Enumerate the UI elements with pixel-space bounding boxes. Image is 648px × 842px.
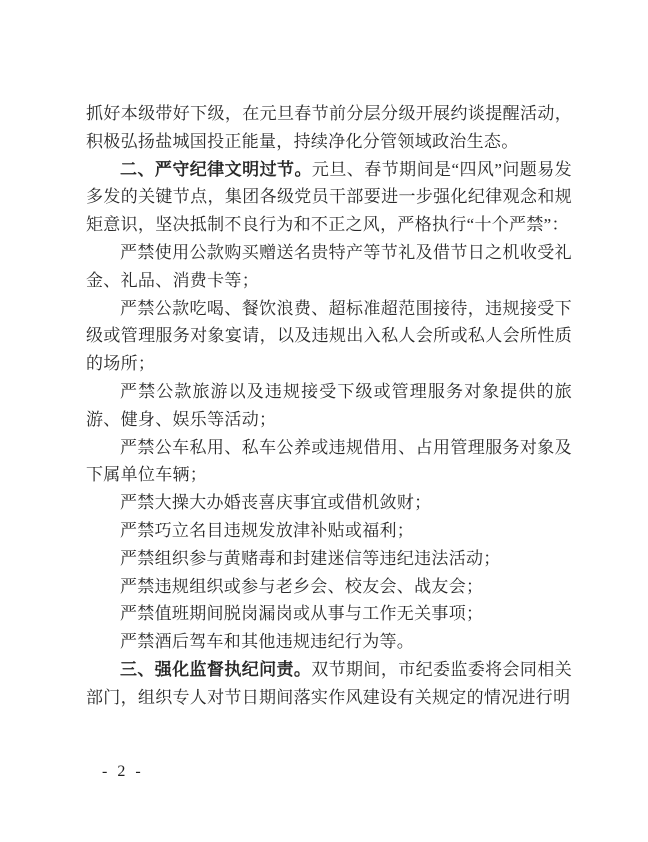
body-paragraph	[86, 295, 572, 378]
document-body	[86, 100, 572, 712]
body-paragraph	[86, 600, 572, 628]
paragraph-text: 严禁酒后驾车和其他违规违纪行为等。	[120, 632, 415, 652]
paragraph-text: 严禁公款旅游以及违规接受下级或管理服务对象提供的旅游、健身、娱乐等活动；	[86, 381, 572, 429]
body-paragraph	[86, 434, 572, 490]
paragraph-text: 元旦、春节期间是“四风”问题易发多发的关键节点，集团各级党员干部要进一步强化纪律观念和规矩意识，坚决抵制不良行为和不正之风，严格执行“十个严禁”：	[86, 159, 572, 235]
body-paragraph	[86, 239, 572, 295]
body-paragraph	[86, 545, 572, 573]
paragraph-text: 严禁违规组织或参与老乡会、校友会、战友会；	[120, 576, 484, 596]
paragraph-text: 严禁大操大办婚丧喜庆事宜或借机敛财；	[120, 493, 432, 513]
paragraph-text: 严禁公车私用、私车公养或违规借用、占用管理服务对象及下属单位车辆；	[86, 437, 572, 485]
section-heading: 二、严守纪律文明过节。	[120, 159, 312, 179]
body-paragraph	[86, 100, 572, 156]
body-paragraph	[86, 378, 572, 434]
paragraph-text: 严禁值班期间脱岗漏岗或从事与工作无关事项；	[120, 604, 484, 624]
section-heading-paragraph	[86, 656, 572, 712]
paragraph-text: 抓好本级带好下级，在元旦春节前分层分级开展约谈提醒活动，积极弘扬盐城国投正能量，持续净化分管领域政治生态。	[86, 104, 572, 151]
paragraph-text: 严禁巧立名目违规发放津补贴或福利；	[120, 520, 415, 540]
paragraph-text: 双节期间，市纪委监委将会同相关部门，组织专人对节日期间落实作风建设有关规定的情况进行明	[86, 659, 572, 707]
body-paragraph	[86, 573, 572, 601]
page-number: - 2 -	[102, 763, 144, 780]
section-heading: 三、强化监督执纪问责。	[120, 659, 312, 679]
body-paragraph	[86, 628, 572, 656]
body-paragraph	[86, 517, 572, 545]
paragraph-text: 严禁使用公款购买赠送名贵特产等节礼及借节日之机收受礼金、礼品、消费卡等；	[86, 242, 572, 290]
paragraph-text: 严禁公款吃喝、餐饮浪费、超标准超范围接待，违规接受下级或管理服务对象宴请，以及违规出入私人会所或私人会所性质的场所；	[86, 298, 572, 374]
body-paragraph	[86, 489, 572, 517]
paragraph-text: 严禁组织参与黄赌毒和封建迷信等违纪违法活动；	[120, 548, 501, 568]
section-heading-paragraph	[86, 156, 572, 239]
